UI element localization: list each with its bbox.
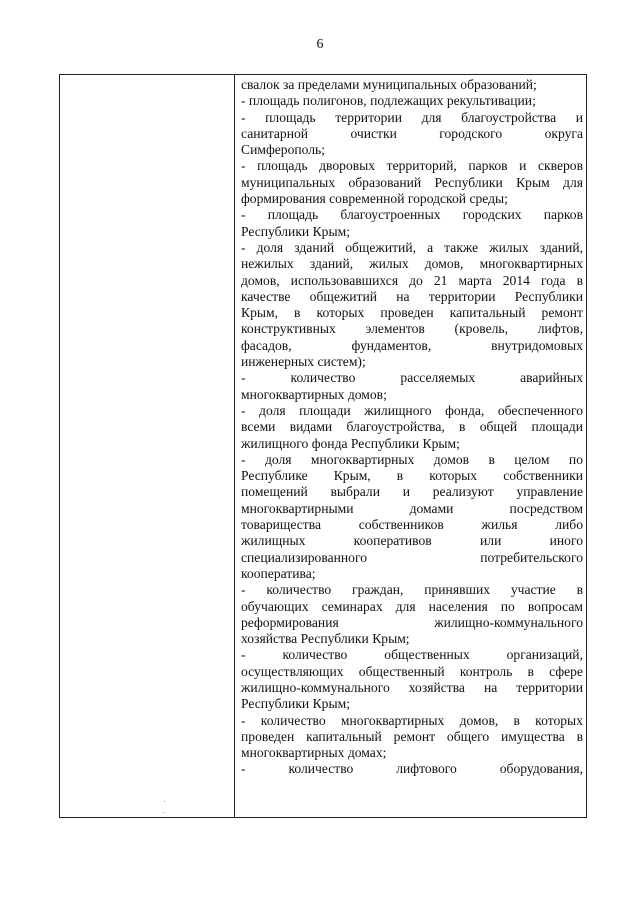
text-line: инженерных систем); <box>241 354 366 370</box>
page-number: 6 <box>316 37 324 52</box>
text-line: проведен капитальный ремонт общего имущества в <box>241 728 583 744</box>
text-line: многоквартирными домами посредством <box>241 500 583 516</box>
text-line: - площадь благоустроенных городских парков <box>241 207 583 223</box>
text-line: нежилых зданий, жилых домов, многоквартирных <box>241 256 583 272</box>
text-line: - количество расселяемых аварийных <box>241 370 583 386</box>
text-line: Симферополь; <box>241 142 326 158</box>
table-right-cell <box>241 77 583 778</box>
text-line: кооператива; <box>241 565 316 581</box>
text-line: санитарной очистки городского округа <box>241 125 583 141</box>
text-line: Республике Крым, в которых собственники <box>241 468 583 484</box>
indicators-table <box>59 74 587 818</box>
text-line: конструктивных элементов (кровель, лифтов, <box>241 321 583 337</box>
text-line: жилищно-коммунального хозяйства на территории <box>241 679 583 695</box>
text-line: хозяйства Республики Крым; <box>241 631 410 647</box>
text-line: свалок за пределами муниципальных образований; <box>241 77 537 92</box>
text-line: формирования современной городской среды; <box>241 191 508 207</box>
text-line: домов, использовавшихся до 21 марта 2014 года в <box>241 272 583 288</box>
text-line: жилищного фонда Республики Крым; <box>241 435 460 451</box>
text-line: качестве общежитий на территории Республики <box>241 288 583 304</box>
text-line: - количество лифтового оборудования, <box>241 761 583 777</box>
text-line: - количество общественных организаций, <box>241 647 583 663</box>
text-line: - площадь дворовых территорий, парков и скверов <box>241 158 583 174</box>
text-line: - площадь полигонов, подлежащих рекультивации; <box>241 93 536 109</box>
text-line: жилищных кооперативов или иного <box>241 533 583 549</box>
text-line: муниципальных образований Республики Крым для <box>241 174 583 190</box>
text-line: товарищества собственников жилья либо <box>241 517 583 533</box>
text-line: фасадов, фундаментов, внутридомовых <box>241 337 583 353</box>
text-line: Республики Крым; <box>241 223 350 239</box>
text-line: многоквартирных домов; <box>241 386 387 402</box>
text-line: - доля площади жилищного фонда, обеспеченного <box>241 402 583 418</box>
text-line: - доля многоквартирных домов в целом по <box>241 451 583 467</box>
text-line: Республики Крым; <box>241 696 350 712</box>
text-line: обучающих семинарах для населения по вопросам <box>241 598 583 614</box>
text-line: - количество граждан, принявших участие в <box>241 582 583 598</box>
table-left-cell <box>60 75 235 817</box>
scan-speck <box>163 812 164 813</box>
text-line: всеми видами благоустройства, в общей площади <box>241 419 583 435</box>
text-line: реформирования жилищно-коммунального <box>241 614 583 630</box>
text-line: специализированного потребительского <box>241 549 583 565</box>
text-line: - площадь территории для благоустройства и <box>241 109 583 125</box>
text-line: осуществляющих общественный контроль в сфере <box>241 663 583 679</box>
text-line: многоквартирных домах; <box>241 745 387 761</box>
scan-speck <box>164 801 165 802</box>
text-line: помещений выбрали и реализуют управление <box>241 484 583 500</box>
text-line: - доля зданий общежитий, а также жилых зданий, <box>241 239 583 255</box>
text-line: Крым, в которых проведен капитальный ремонт <box>241 305 583 321</box>
text-line: - количество многоквартирных домов, в которых <box>241 712 583 728</box>
